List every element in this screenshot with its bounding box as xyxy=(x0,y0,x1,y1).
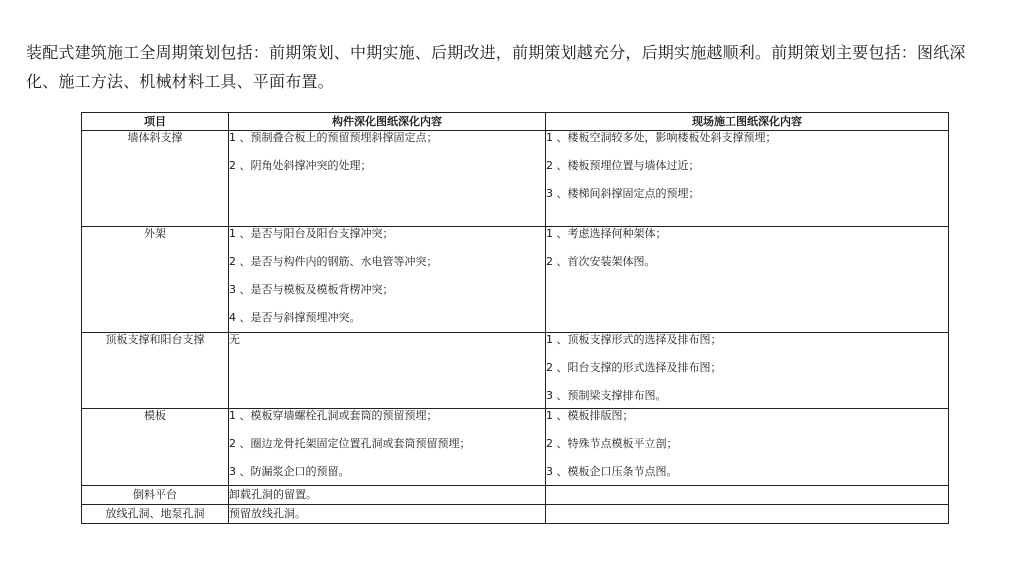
item-cell: 外架 xyxy=(82,227,229,333)
header-component-deepening: 构件深化图纸深化内容 xyxy=(229,113,546,131)
list-item: 4 、是否与斜撑预埋冲突。 xyxy=(229,311,361,324)
site-cell xyxy=(546,131,949,227)
list-item: 2 、阴角处斜撑冲突的处理； xyxy=(229,159,372,172)
list-item: 2 、是否与构件内的钢筋、水电管等冲突； xyxy=(229,255,438,268)
table-row xyxy=(82,409,949,486)
component-cell: 预留放线孔洞。 xyxy=(229,505,546,524)
list-item: 2 、楼板预埋位置与墙体过近； xyxy=(546,159,700,172)
site-cell xyxy=(546,409,949,486)
site-cell xyxy=(546,333,949,409)
table-row xyxy=(82,227,949,333)
site-cell xyxy=(546,227,949,333)
table-row xyxy=(82,131,949,227)
list-item: 1 、是否与阳台及阳台支撑冲突； xyxy=(229,227,394,240)
site-cell xyxy=(546,505,949,524)
component-cell: 卸载孔洞的留置。 xyxy=(229,486,546,505)
table-row xyxy=(82,505,949,524)
list-item: 1 、顶板支撑形式的选择及排布图； xyxy=(546,333,722,346)
item-cell: 模板 xyxy=(82,409,229,486)
item-cell: 顶板支撑和阳台支撑 xyxy=(82,333,229,409)
header-item: 项目 xyxy=(82,113,229,131)
deepening-content-table xyxy=(81,112,949,524)
table-row xyxy=(82,333,949,409)
table-header-row xyxy=(82,113,949,131)
intro-paragraph: 装配式建筑施工全周期策划包括：前期策划、中期实施、后期改进，前期策划越充分，后期实施越顺利。前期策划主要包括：图纸深化、施工方法、机械材料工具、平面布置。 xyxy=(26,43,966,91)
item-cell: 墙体斜支撑 xyxy=(82,131,229,227)
list-item: 3 、模板企口压条节点图。 xyxy=(546,465,678,478)
list-item: 2 、特殊节点模板平立剖； xyxy=(546,437,678,450)
list-item: 3 、防漏浆企口的预留。 xyxy=(229,465,350,478)
list-item: 2 、圈边龙骨托架固定位置孔洞或套筒预留预埋； xyxy=(229,437,471,450)
item-cell: 放线孔洞、地泵孔洞 xyxy=(82,505,229,524)
list-item: 1 、模板排版图； xyxy=(546,409,634,422)
list-item: 1 、楼板空洞较多处，影响楼板处斜支撑预埋； xyxy=(546,131,777,144)
site-cell xyxy=(546,486,949,505)
list-item: 1 、预制叠合板上的预留预埋斜撑固定点； xyxy=(229,131,438,144)
item-cell: 倒料平台 xyxy=(82,486,229,505)
component-cell xyxy=(229,131,546,227)
header-site-deepening: 现场施工图纸深化内容 xyxy=(546,113,949,131)
list-item: 2 、阳台支撑的形式选择及排布图； xyxy=(546,361,722,374)
table-row xyxy=(82,486,949,505)
list-item: 3 、是否与模板及模板背楞冲突； xyxy=(229,283,394,296)
list-item: 2 、首次安装架体图。 xyxy=(546,255,656,268)
list-item: 1 、考虑选择何种架体； xyxy=(546,227,667,240)
list-item: 1 、模板穿墙螺栓孔洞或套筒的预留预埋； xyxy=(229,409,438,422)
component-cell xyxy=(229,333,546,409)
list-item: 无 xyxy=(229,333,240,346)
list-item: 3 、预制梁支撑排布图。 xyxy=(546,389,667,402)
list-item: 3 、楼梯间斜撑固定点的预埋； xyxy=(546,187,700,200)
component-cell xyxy=(229,409,546,486)
component-cell xyxy=(229,227,546,333)
